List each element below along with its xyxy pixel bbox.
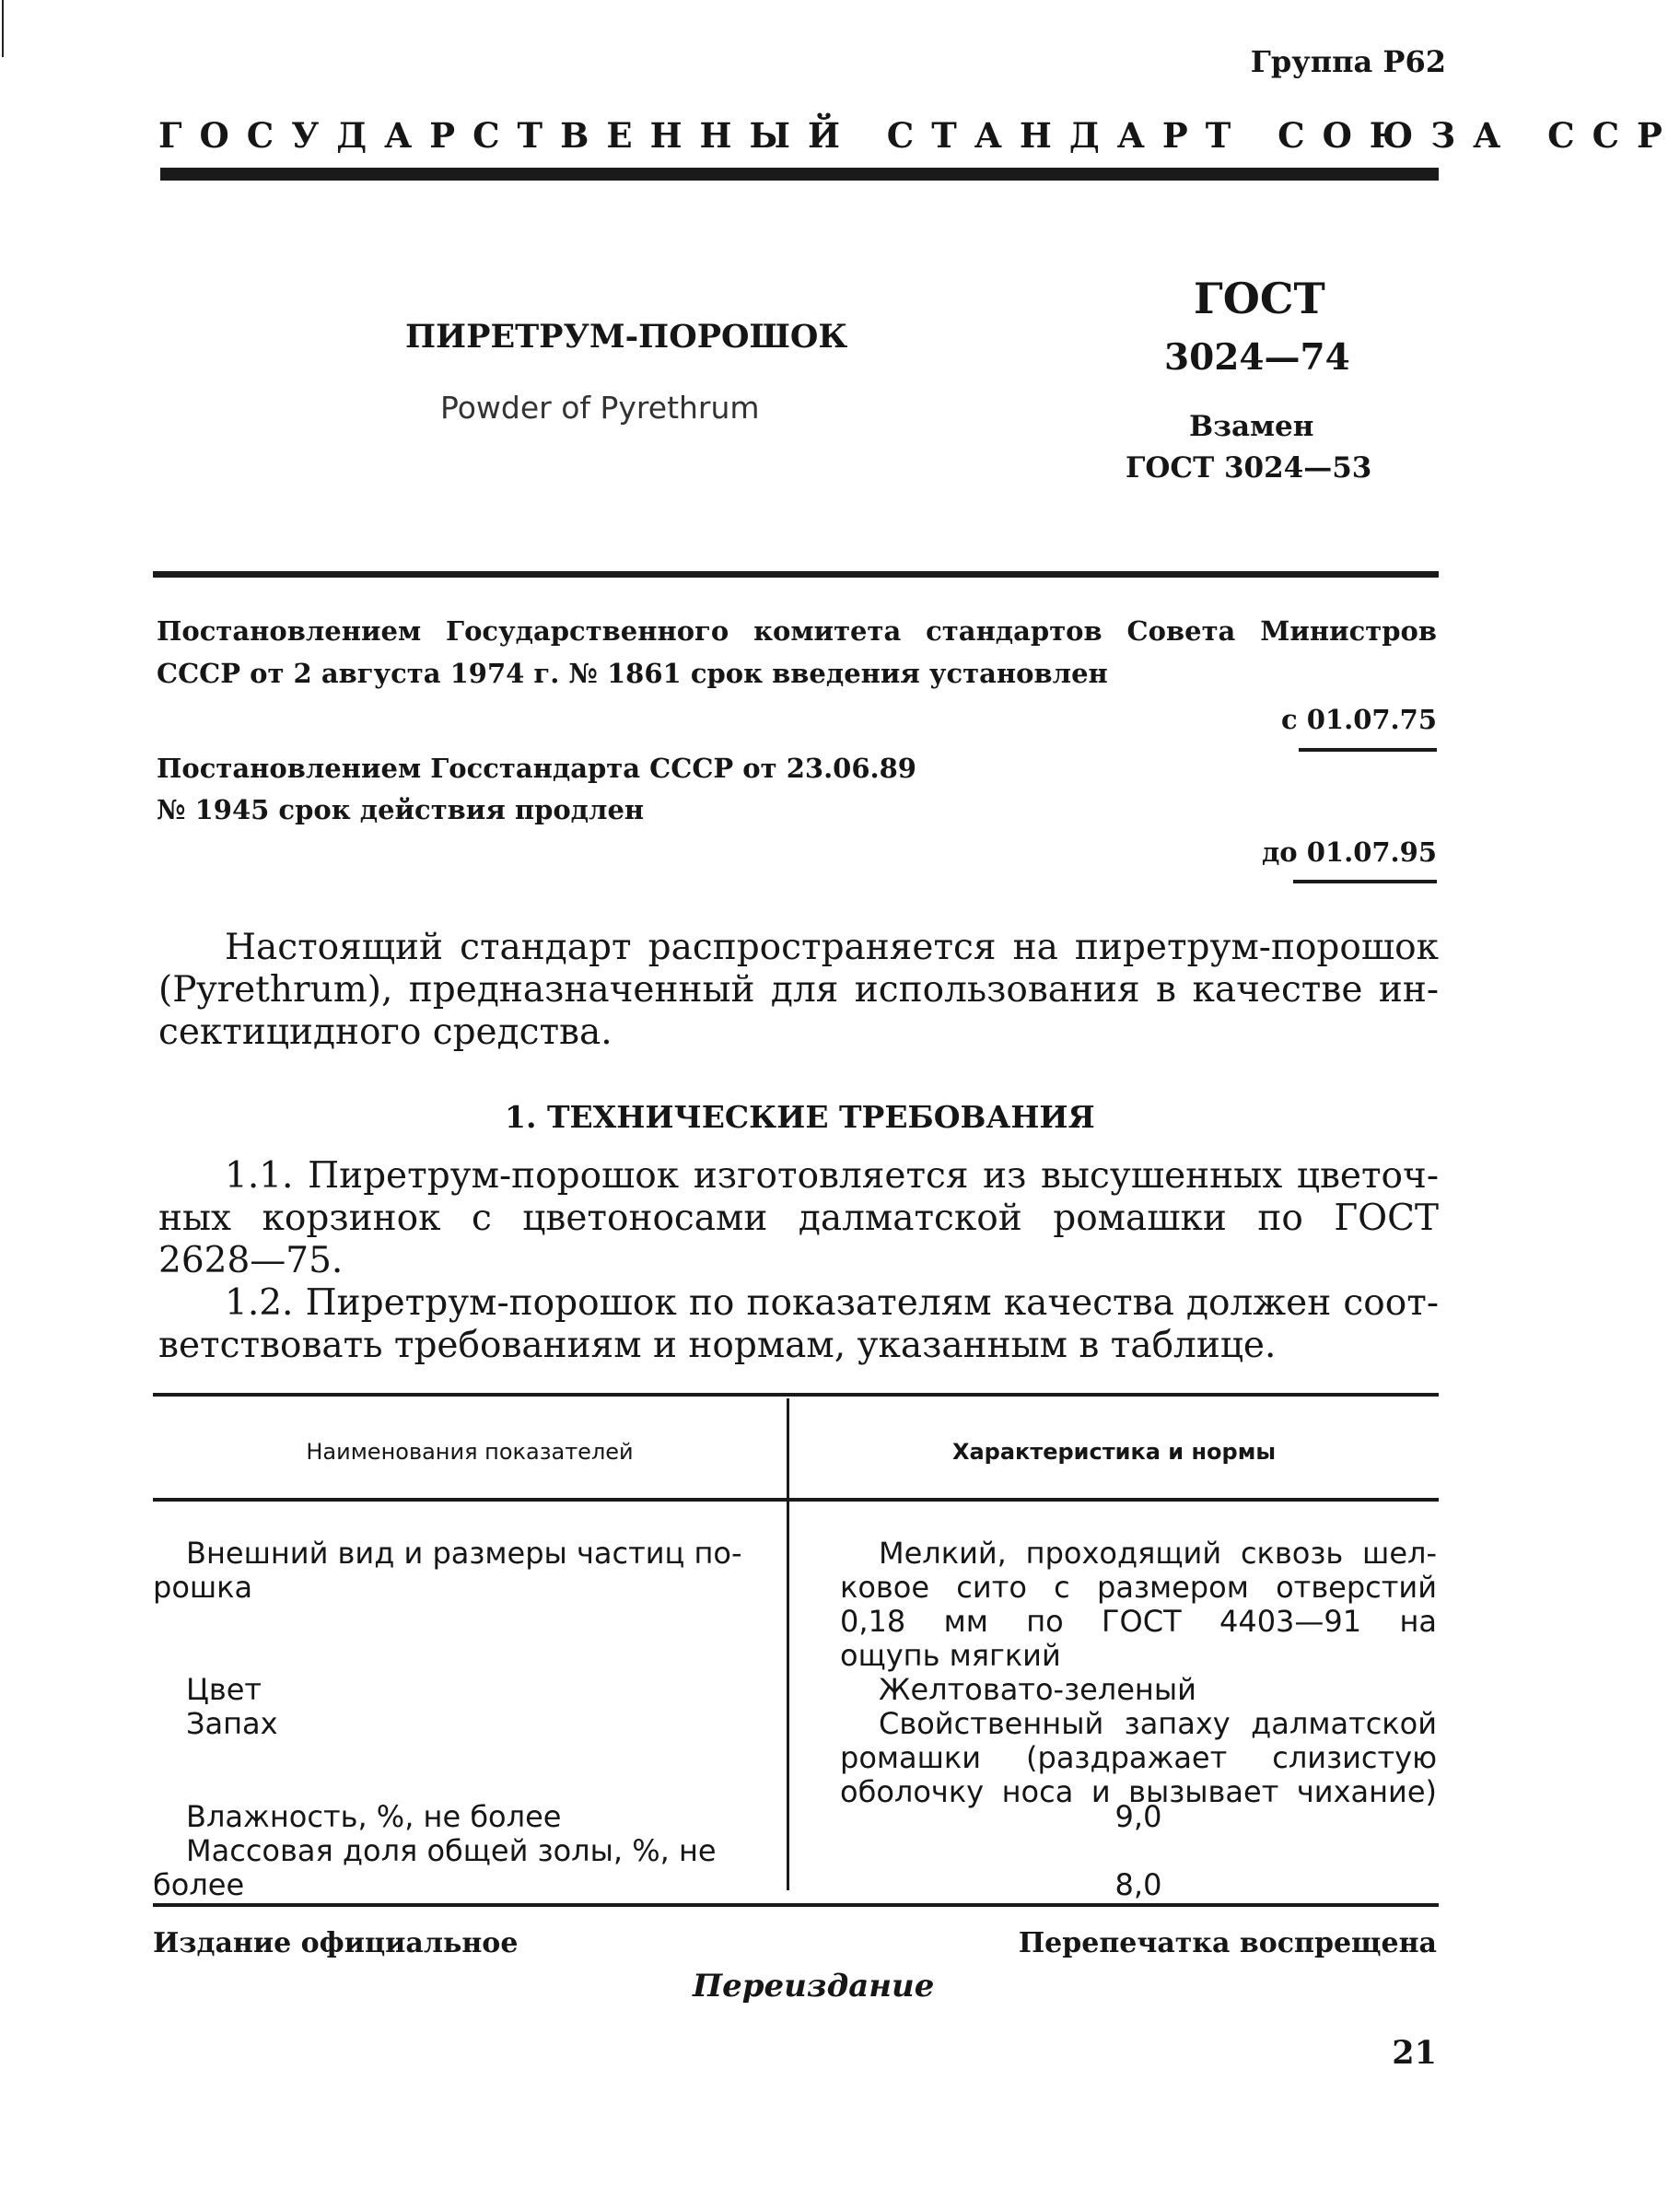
paragraph-line: сектицидного средства. — [158, 1011, 612, 1053]
cell-line: Внешний вид и размеры частиц по- — [186, 1536, 742, 1571]
official-edition-label: Издание официальное — [153, 1927, 519, 1959]
table-cell-value — [840, 1707, 1437, 1809]
title-divider — [153, 571, 1439, 578]
cell-line: ромашки (раздражает слизистую — [840, 1740, 1437, 1775]
cell-line: ощупь мягкий — [840, 1638, 1061, 1673]
table-cell-name: Запах — [186, 1706, 278, 1741]
decree-2-date: до 01.07.95 — [1261, 836, 1437, 868]
paragraph-line: (Pyrethrum), предназначенный для использования в качестве ин- — [158, 969, 1439, 1011]
table-header-names: Наименования показателей — [306, 1439, 634, 1465]
gost-label: ГОСТ — [1194, 274, 1325, 323]
table-bottom-rule — [153, 1903, 1439, 1907]
page-number: 21 — [1392, 2034, 1437, 2072]
table-column-divider — [787, 1398, 789, 1890]
table-header-rule — [153, 1498, 1439, 1502]
header-divider — [160, 168, 1439, 181]
state-standard-heading: ГОСУДАРСТВЕННЫЙ СТАНДАРТ СОЮЗА ССР — [158, 115, 1680, 156]
paragraph-line: 2628—75. — [158, 1240, 344, 1281]
table-header-norms: Характеристика и нормы — [951, 1439, 1277, 1465]
decree-2-line-1: Постановлением Госстандарта СССР от 23.06.89 — [157, 753, 916, 784]
table-cell-name: Влажность, %, не более — [186, 1799, 562, 1834]
scan-edge-mark — [2, 0, 4, 57]
document-title: ПИРЕТРУМ-ПОРОШОК — [405, 318, 848, 356]
table-cell-name — [153, 1834, 750, 1902]
document-title-english: Powder of Pyrethrum — [440, 390, 760, 426]
cell-line: 0,18 мм по ГОСТ 4403—91 на — [840, 1604, 1437, 1639]
reprint-prohibited-label: Перепечатка воспрещена — [1018, 1927, 1437, 1959]
clause-1-1 — [158, 1155, 1439, 1282]
cell-line: ковое сито с размером отверстий — [840, 1570, 1437, 1605]
date-underline — [1299, 748, 1437, 752]
intro-paragraph — [158, 927, 1439, 1054]
decree-1-line-1: Постановлением Государственного комитета стандартов Совета Министров — [157, 615, 1437, 647]
table-cell-value: 8,0 — [1114, 1867, 1162, 1902]
table-top-rule — [153, 1393, 1439, 1397]
paragraph-line: 1.2. Пиретрум-порошок по показателям качества должен соот- — [225, 1282, 1439, 1324]
paragraph-line: Настоящий стандарт распространяется на пиретрум-порошок — [225, 927, 1439, 968]
cell-line: более — [153, 1867, 245, 1902]
cell-line: оболочку носа и вызывает чихание) — [840, 1774, 1437, 1809]
table-cell-value — [840, 1537, 1437, 1673]
cell-line: Массовая доля общей золы, %, не — [186, 1833, 717, 1868]
paragraph-line: ных корзинок с цветоносами далматской ромашки по ГОСТ — [158, 1198, 1439, 1239]
paragraph-line: 1.1. Пиретрум-порошок изготовляется из высушенных цветоч- — [225, 1155, 1439, 1197]
gost-number: 3024—74 — [1164, 336, 1350, 379]
date-underline — [1293, 880, 1437, 883]
cell-line: Свойственный запаху далматской — [879, 1706, 1437, 1741]
clause-1-2 — [158, 1282, 1439, 1367]
replaced-standard: ГОСТ 3024—53 — [1126, 451, 1372, 485]
group-code: Группа Р62 — [1250, 44, 1446, 79]
reissue-label: Переиздание — [693, 1968, 935, 2005]
table-cell-name: Цвет — [186, 1672, 262, 1707]
cell-line: Мелкий, проходящий сквозь шел- — [879, 1536, 1437, 1571]
table-cell-name — [153, 1537, 750, 1605]
decree-1-date: с 01.07.75 — [1280, 704, 1437, 735]
paragraph-line: ветствовать требованиям и нормам, указанным в таблице. — [158, 1325, 1277, 1366]
section-heading: 1. ТЕХНИЧЕСКИЕ ТРЕБОВАНИЯ — [505, 1099, 1095, 1135]
table-cell-value: Желтовато-зеленый — [879, 1672, 1196, 1707]
replaced-label: Взамен — [1189, 410, 1314, 443]
cell-line: рошка — [153, 1570, 253, 1605]
table-cell-value: 9,0 — [1114, 1799, 1162, 1834]
decree-2-line-2: № 1945 срок действия продлен — [157, 794, 645, 825]
decree-1-line-2: СССР от 2 августа 1974 г. № 1861 срок введения установлен — [157, 658, 1108, 689]
